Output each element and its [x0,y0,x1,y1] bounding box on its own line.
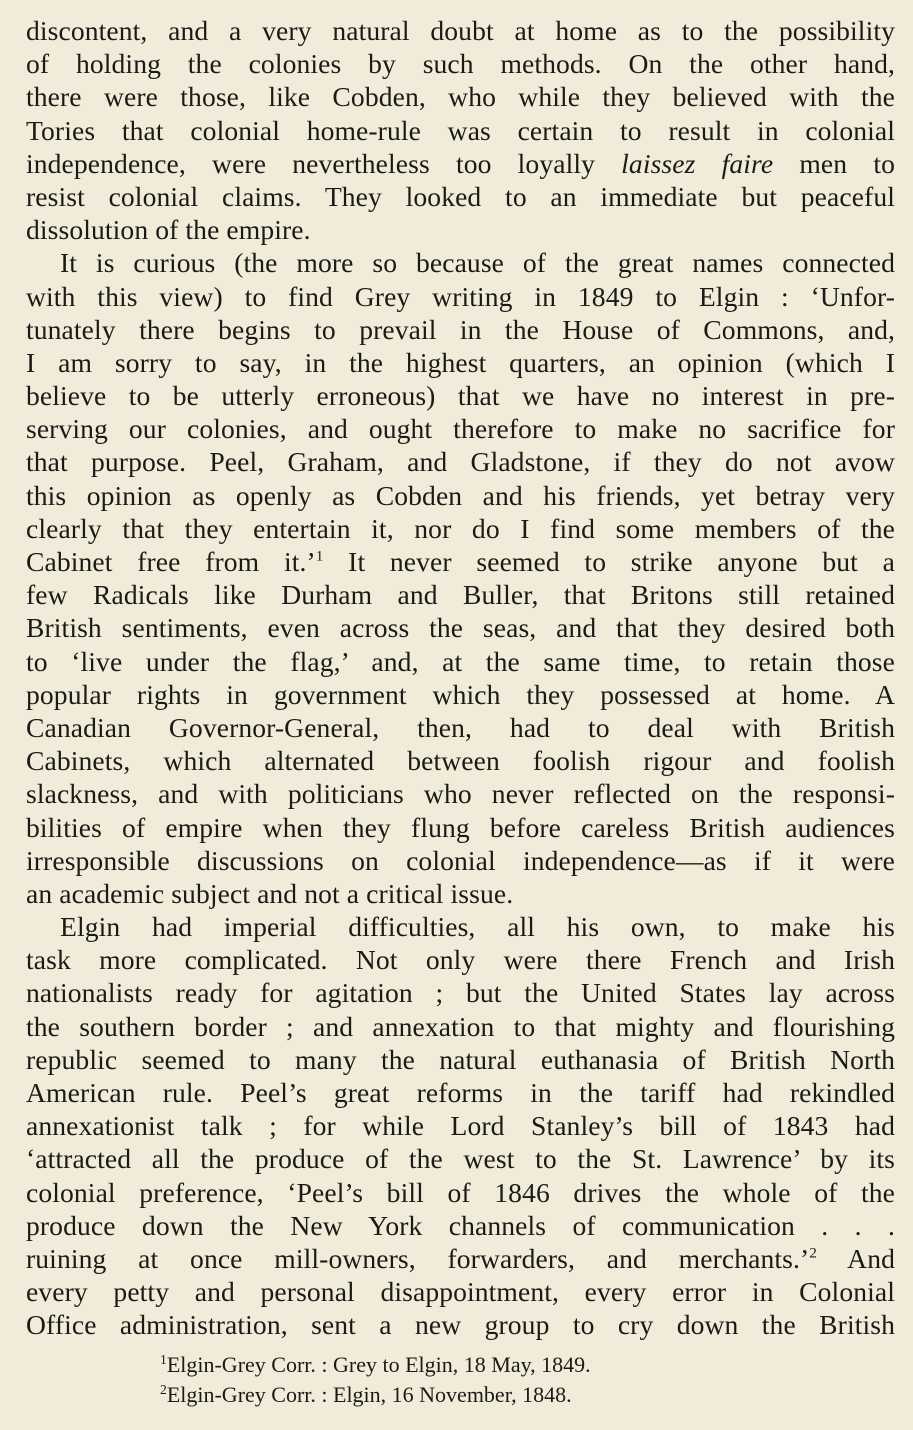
text-line: to ‘live under the flag,’ and, at the same time, to retain those [26,645,895,677]
text-line: colonial preference, ‘Peel’s bill of 1846 drives the whole of the [26,1176,895,1208]
footnote-marker: 1 [160,1351,167,1367]
paragraph-2 [26,246,895,910]
text-segment: independence, were nevertheless too loyally [26,147,622,179]
text-line: this opinion as openly as Cobden and his friends, yet betray very [26,479,895,511]
footnote-marker: 2 [160,1381,167,1397]
footnote-text: Elgin-Grey Corr. : Elgin, 16 November, 1848. [166,1382,572,1407]
text-line: I am sorry to say, in the highest quarters, an opinion (which I [26,346,895,378]
italic-phrase: laissez faire [621,147,774,179]
text-line: Cabinets, which alternated between foolish rigour and foolish [26,745,895,777]
paragraph-3 [26,910,895,1341]
text-line: discontent, and a very natural doubt at home as to the possibility [26,15,895,46]
body-text [26,14,895,1342]
text-line [26,545,895,578]
text-line: that purpose. Peel, Graham, and Gladstone, if they do not avow [26,446,895,478]
footnote-ref-2[interactable]: 2 [809,1244,817,1262]
text-line: republic seemed to many the natural euthanasia of British North [26,1043,895,1075]
text-line: resist colonial claims. They looked to an immediate but peaceful [26,180,895,212]
footnote-text: Elgin-Grey Corr. : Grey to Elgin, 18 May, 1849. [166,1352,591,1377]
text-line: popular rights in government which they possessed at home. A [26,678,895,710]
text-segment: It never seemed to strike anyone but a [323,546,895,577]
text-line: Canadian Governor-General, then, had to deal with British [26,711,895,743]
text-line: with this view) to find Grey writing in 1849 to Elgin : ‘Unfor- [26,280,895,312]
text-line: slackness, and with politicians who never reflected on the responsi- [26,778,895,810]
text-line [26,1242,895,1275]
text-line: British sentiments, even across the seas, and that they desired both [26,612,895,644]
text-line: the southern border ; and annexation to that mighty and flourishing [26,1010,895,1042]
text-line: irresponsible discussions on colonial independence—as if it were [26,844,895,876]
text-line: ‘attracted all the produce of the west to the St. Lawrence’ by its [26,1143,895,1175]
footnote-ref-1[interactable]: 1 [315,547,324,565]
text-line: It is curious (the more so because of the great names connected [60,247,895,279]
text-line: few Radicals like Durham and Buller, that Britons still retained [26,579,895,611]
text-segment: men to [773,147,895,179]
text-segment: ruining at once mill-owners, forwarders, and merchants.’ [26,1242,810,1274]
text-line: tunately there begins to prevail in the House of Commons, and, [26,313,895,345]
text-line: clearly that they entertain it, nor do I find some members of the [26,512,895,544]
text-line: every petty and personal disappointment, every error in Colonial [26,1276,895,1308]
text-line: Elgin had imperial difficulties, all his own, to make his [60,911,895,943]
text-line: Tories that colonial home-rule was certain to result in colonial [26,114,895,146]
text-line [26,147,895,180]
text-line: dissolution of the empire. [26,214,311,246]
text-line: serving our colonies, and ought therefore to make no sacrifice for [26,413,895,445]
text-line: believe to be utterly erroneous) that we have no interest in pre- [26,380,895,412]
footnote-2 [160,1380,591,1410]
text-line: of holding the colonies by such methods. On the other hand, [26,48,895,80]
text-line: nationalists ready for agitation ; but the United States lay across [26,977,895,1009]
text-line: an academic subject and not a critical issue. [26,877,514,909]
text-segment: Cabinet free from it.’ [26,546,316,577]
text-line: task more complicated. Not only were there French and Irish [26,944,895,976]
text-line: American rule. Peel’s great reforms in the tariff had rekindled [26,1077,895,1108]
text-line: Office administration, sent a new group to cry down the British [26,1309,895,1341]
text-segment: And [816,1242,895,1274]
text-line: annexationist talk ; for while Lord Stanley’s bill of 1843 had [26,1110,895,1142]
text-line: bilities of empire when they flung before careless British audiences [26,811,895,843]
paragraph-1 [26,14,895,246]
footnote-1 [160,1350,591,1380]
text-line: produce down the New York channels of communication . . . [26,1209,895,1241]
footnotes [160,1350,591,1410]
text-line: there were those, like Cobden, who while they believed with the [26,81,895,113]
